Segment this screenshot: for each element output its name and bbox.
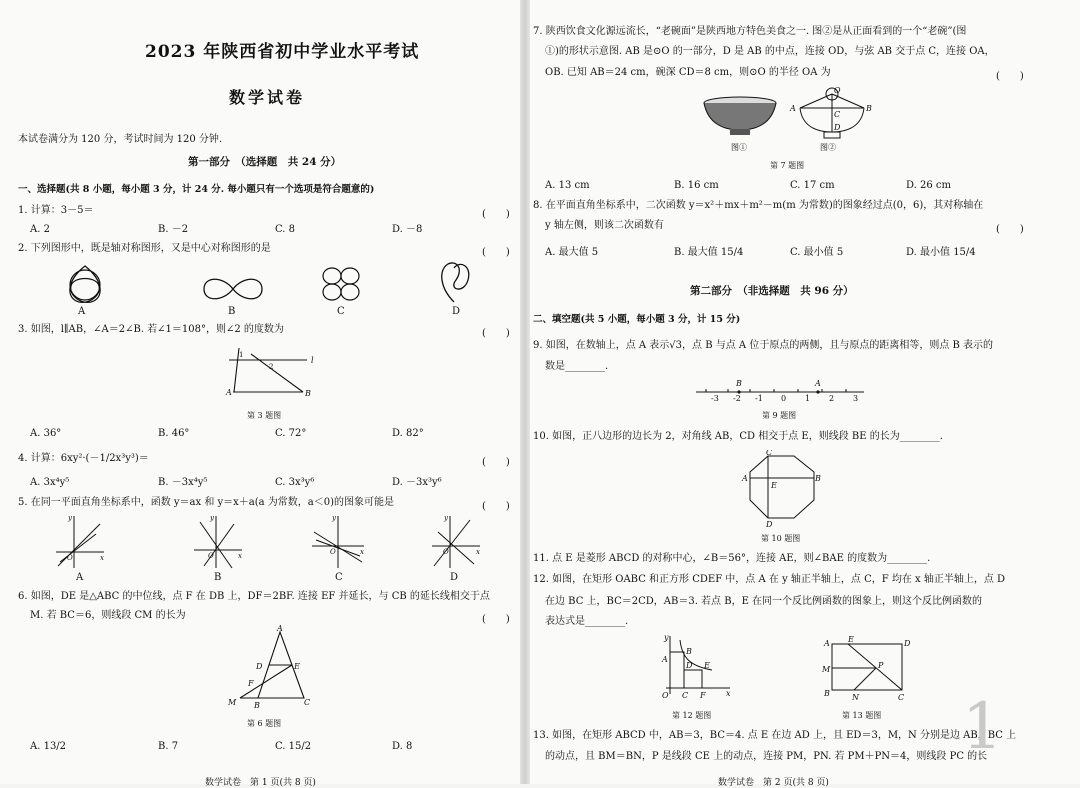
q3-answer-paren[interactable]: ( ) <box>482 328 510 339</box>
q13-caption: 第 13 题图 <box>842 711 882 720</box>
q12-stem-line1: 12. 如图，在矩形 OABC 和正方形 CDEF 中，点 A 在 y 轴正半轴上，点 C，F 均在 x 轴正半轴上，点 D <box>533 574 1006 585</box>
svg-text:x: x <box>238 552 242 560</box>
svg-text:M: M <box>228 698 237 707</box>
svg-text:B: B <box>866 104 872 113</box>
q7-option-c[interactable]: C. 17 cm <box>790 180 835 191</box>
svg-text:B: B <box>824 689 830 698</box>
svg-text:x: x <box>100 554 104 562</box>
q8-option-a[interactable]: A. 最大值 5 <box>545 247 599 258</box>
part2-heading: 第二部分 （非选择题 共 96 分） <box>690 285 854 297</box>
q3-option-b[interactable]: B. 46° <box>158 428 190 439</box>
q9-tick-label: 0 <box>781 394 787 403</box>
svg-text:A: A <box>790 104 796 113</box>
q9-caption: 第 9 题图 <box>762 411 797 420</box>
q6-answer-paren[interactable]: ( ) <box>482 614 510 625</box>
section2-heading: 二、填空题(共 5 小题，每小题 3 分，计 15 分) <box>533 314 741 325</box>
svg-text:A: A <box>824 639 830 648</box>
svg-text:O: O <box>67 554 73 562</box>
q5-label-a[interactable]: A <box>76 572 84 583</box>
q2-stem: 2. 下列图形中，既是轴对称图形，又是中心对称图形的是 <box>18 243 271 254</box>
q9-tick-label: -3 <box>711 394 719 403</box>
exam-subtitle: 数学试卷 <box>229 88 306 107</box>
q7-bowl-diagram <box>788 86 874 142</box>
q2-four-leaf-figure <box>316 262 366 306</box>
svg-text:A: A <box>662 655 668 664</box>
svg-text:E: E <box>771 481 777 490</box>
q13-stem-line2: 的动点，且 BM＝BN，P 是线段 CE 上的动点，连接 PM，PN. 若 PM＋PN＝4，则线段 PC 的长 <box>545 751 988 762</box>
q5-label-d[interactable]: D <box>450 572 459 583</box>
q6-figure <box>218 624 318 708</box>
q4-option-b[interactable]: B. －3x⁴y⁵ <box>158 477 208 488</box>
q6-option-a[interactable]: A. 13/2 <box>30 741 67 752</box>
svg-text:B: B <box>254 701 260 708</box>
page-gutter <box>520 0 530 784</box>
q3-caption: 第 3 题图 <box>247 411 282 420</box>
q4-stem: 4. 计算：6xy²·(－1/2x³y³)＝ <box>18 453 149 464</box>
q7-fig1-label: 图① <box>731 143 747 152</box>
q9-tick-label: 1 <box>805 394 811 403</box>
svg-text:A: A <box>226 388 232 397</box>
svg-text:F: F <box>248 679 254 688</box>
svg-text:O: O <box>330 548 336 556</box>
q5-label-b[interactable]: B <box>214 572 222 583</box>
svg-text:y: y <box>210 514 214 522</box>
section1-heading: 一、选择题(共 8 小题，每小题 3 分，计 24 分. 每小题只有一个选项是符合题意的) <box>18 184 375 195</box>
q6-option-c[interactable]: C. 15/2 <box>275 741 312 752</box>
q12-stem-line2: 在边 BC 上，BC＝2CD，AB＝3. 若点 B，E 在同一个反比例函数的图象上，则这个反比例函数的 <box>545 596 983 607</box>
svg-text:y: y <box>664 633 669 642</box>
q6-stem-line1: 6. 如图，DE 是△ABC 的中位线，点 F 在 DB 上，DF＝2BF. 连接 EF 并延长，与 CB 的延长线相交于点 <box>18 591 490 602</box>
q7-stem-line3: OB. 已知 AB＝24 cm，碗深 CD＝8 cm，则⊙O 的半径 OA 为 <box>545 67 831 78</box>
q10-octagon-figure <box>738 450 828 530</box>
q1-option-d[interactable]: D. －8 <box>392 224 423 235</box>
svg-text:B: B <box>686 647 692 656</box>
q6-stem-line2: M. 若 BC＝6，则线段 CM 的长为 <box>30 610 186 621</box>
q9-number-line <box>692 376 872 408</box>
svg-text:C: C <box>834 110 841 119</box>
q8-answer-paren[interactable]: ( ) <box>996 224 1024 235</box>
q8-option-b[interactable]: B. 最大值 15/4 <box>674 247 744 258</box>
svg-text:x: x <box>726 689 731 698</box>
svg-text:P: P <box>878 661 884 670</box>
q8-stem-line2: y 轴左侧，则该二次函数有 <box>545 220 664 231</box>
svg-text:y: y <box>444 514 448 522</box>
svg-text:C: C <box>304 698 311 707</box>
q2-label-d[interactable]: D <box>452 306 461 317</box>
q3-stem: 3. 如图，l∥AB，∠A＝2∠B. 若∠1＝108°，则∠2 的度数为 <box>18 324 284 335</box>
q12-stem-line3: 表达式是________. <box>545 616 629 627</box>
q7-stem-line2: ①)的形状示意图. AB 是⊙O 的一部分，D 是 AB 的中点，连接 OD，与弦 AB 交于点 C，连接 OA， <box>545 46 995 57</box>
q6-option-d[interactable]: D. 8 <box>392 741 413 752</box>
svg-text:l: l <box>311 356 314 365</box>
q7-option-b[interactable]: B. 16 cm <box>674 180 719 191</box>
svg-text:E: E <box>294 662 300 671</box>
svg-text:C: C <box>766 450 773 457</box>
svg-text:y: y <box>332 514 336 522</box>
svg-text:B: B <box>305 389 311 398</box>
q7-answer-paren[interactable]: ( ) <box>996 71 1024 82</box>
svg-text:O: O <box>443 548 449 556</box>
svg-text:D: D <box>904 639 911 648</box>
q7-option-d[interactable]: D. 26 cm <box>906 180 952 191</box>
svg-text:F: F <box>700 691 706 700</box>
q3-option-d[interactable]: D. 82° <box>392 428 424 439</box>
q2-label-b[interactable]: B <box>228 306 236 317</box>
svg-text:x: x <box>476 548 480 556</box>
q9-stem-line1: 9. 如图，在数轴上，点 A 表示√3，点 B 与点 A 位于原点的两侧，且与原点的距离相等，则点 B 表示的 <box>533 340 994 351</box>
q1-option-c[interactable]: C. 8 <box>275 224 296 235</box>
q2-label-c[interactable]: C <box>337 306 345 317</box>
q7-option-a[interactable]: A. 13 cm <box>545 180 590 191</box>
q8-stem-line1: 8. 在平面直角坐标系中，二次函数 y＝x²＋mx＋m²－m(m 为常数)的图象经过点(0，6)，其对称轴在 <box>533 200 984 211</box>
q5-stem: 5. 在同一平面直角坐标系中，函数 y＝ax 和 y＝x＋a(a 为常数，a＜0)的图象可能是 <box>18 497 395 508</box>
q7-fig2-label: 图② <box>820 143 836 152</box>
q13-stem-line1: 13. 如图，在矩形 ABCD 中，AB＝3，BC＝4. 点 E 在边 AD 上，且 ED＝3，M，N 分别是边 AB，BC 上 <box>533 730 1017 741</box>
q5-answer-paren[interactable]: ( ) <box>482 501 510 512</box>
exam-intro: 本试卷满分为 120 分，考试时间为 120 分钟. <box>18 134 223 145</box>
svg-text:E: E <box>848 635 854 644</box>
right-footer: 数学试卷 第 2 页(共 8 页) <box>718 778 829 788</box>
page-number-watermark: 1 <box>962 690 1003 764</box>
svg-text:A: A <box>815 379 821 388</box>
q10-caption: 第 10 题图 <box>761 534 801 543</box>
part1-heading: 第一部分 （选择题 共 24 分） <box>188 156 342 168</box>
q2-heart-knot-figure <box>434 258 474 306</box>
q13-figure <box>818 632 914 704</box>
svg-text:B: B <box>815 474 821 483</box>
svg-text:D: D <box>256 662 263 671</box>
svg-text:D: D <box>766 520 773 529</box>
q7-bowl-photo <box>700 94 780 140</box>
svg-text:O: O <box>834 86 841 95</box>
q10-stem: 10. 如图，正八边形的边长为 2，对角线 AB，CD 相交于点 E，则线段 BE 的长为________. <box>533 431 943 442</box>
q3-option-a[interactable]: A. 36° <box>30 428 62 439</box>
svg-text:y: y <box>68 514 72 522</box>
q1-option-b[interactable]: B. －2 <box>158 224 189 235</box>
q5-label-c[interactable]: C <box>335 572 343 583</box>
svg-text:A: A <box>742 474 748 483</box>
q8-option-c[interactable]: C. 最小值 5 <box>790 247 844 258</box>
q7-stem-line1: 7. 陕西饮食文化源远流长，“老碗面”是陕西地方特色美食之一. 图②是从正面看到的一个“老碗”(图 <box>533 26 967 37</box>
svg-text:C: C <box>682 691 689 700</box>
q4-option-d[interactable]: D. －3x³y⁶ <box>392 477 442 488</box>
q1-stem: 1. 计算：3－5＝ <box>18 205 94 216</box>
q2-label-a[interactable]: A <box>78 306 86 317</box>
svg-text:M: M <box>822 665 831 674</box>
q9-tick-label: -2 <box>733 394 741 403</box>
svg-text:C: C <box>898 693 905 702</box>
q4-option-c[interactable]: C. 3x³y⁶ <box>275 477 315 488</box>
q12-figure <box>654 632 738 704</box>
q1-answer-paren[interactable]: ( ) <box>482 209 510 220</box>
svg-text:O: O <box>662 691 669 700</box>
svg-text:2: 2 <box>269 363 274 371</box>
q7-caption: 第 7 题图 <box>770 161 805 170</box>
q9-tick-label: 2 <box>829 394 835 403</box>
q2-trefoil-figure <box>55 262 115 308</box>
svg-text:D: D <box>686 661 693 670</box>
q9-tick-label: -1 <box>755 394 763 403</box>
q9-stem-line2: 数是________. <box>545 361 609 372</box>
svg-text:B: B <box>736 379 742 388</box>
q3-option-c[interactable]: C. 72° <box>275 428 307 439</box>
exam-title: 2023 年陕西省初中学业水平考试 <box>145 42 420 62</box>
q8-option-d[interactable]: D. 最小值 15/4 <box>906 247 976 258</box>
q5-graph-b <box>190 512 246 570</box>
q2-answer-paren[interactable]: ( ) <box>482 247 510 258</box>
q1-option-a[interactable]: A. 2 <box>30 224 50 235</box>
svg-text:1: 1 <box>239 351 244 359</box>
q2-infinity-figure <box>198 272 268 306</box>
q5-graph-c <box>308 512 368 570</box>
q3-figure <box>225 346 325 398</box>
svg-text:x: x <box>360 548 364 556</box>
svg-text:E: E <box>704 661 710 670</box>
svg-text:O: O <box>208 552 214 560</box>
svg-text:D: D <box>834 123 841 132</box>
svg-text:N: N <box>852 693 859 702</box>
q4-answer-paren[interactable]: ( ) <box>482 457 510 468</box>
q9-tick-label: 3 <box>853 394 859 403</box>
svg-text:A: A <box>277 624 283 633</box>
q5-graph-a <box>52 512 108 570</box>
q6-caption: 第 6 题图 <box>247 719 282 728</box>
q5-graph-d <box>428 512 484 570</box>
q6-option-b[interactable]: B. 7 <box>158 741 179 752</box>
q4-option-a[interactable]: A. 3x⁴y⁵ <box>30 477 70 488</box>
q12-caption: 第 12 题图 <box>672 711 712 720</box>
left-footer: 数学试卷 第 1 页(共 8 页) <box>205 778 316 788</box>
q11-stem: 11. 点 E 是菱形 ABCD 的对称中心，∠B＝56°，连接 AE，则∠BAE 的度数为________. <box>533 553 931 564</box>
